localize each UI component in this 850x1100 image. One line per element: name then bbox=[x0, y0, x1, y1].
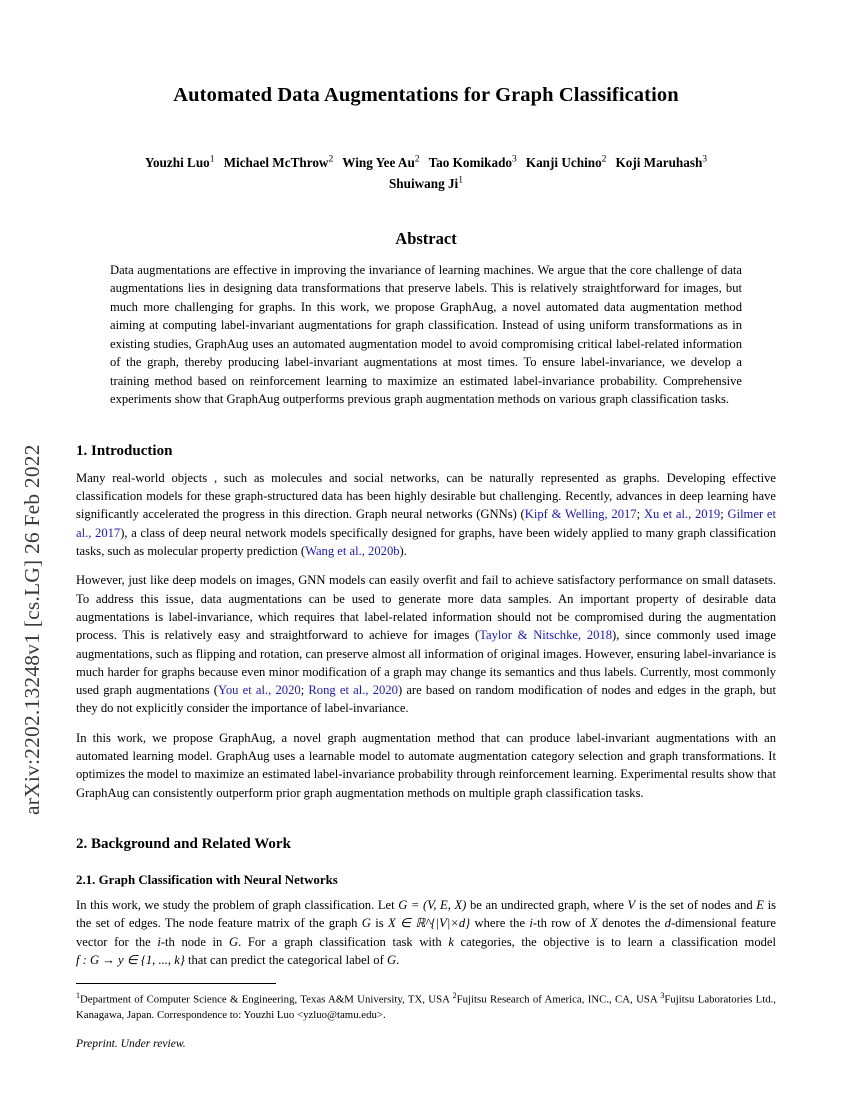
math-inline: G bbox=[386, 952, 397, 967]
math-inline: E bbox=[756, 898, 764, 912]
math-inline: X bbox=[590, 916, 598, 931]
page-title: Automated Data Augmentations for Graph Classification bbox=[173, 84, 679, 106]
author-name: Kanji Uchino bbox=[525, 155, 602, 171]
subsection-heading-graph-classification bbox=[76, 873, 776, 888]
subsection-title: Graph Classification with Neural Networks bbox=[98, 873, 338, 887]
abstract-heading: Abstract bbox=[395, 228, 457, 248]
section-heading-background bbox=[76, 836, 776, 853]
author-entry bbox=[224, 155, 334, 170]
citation-link[interactable]: Taylor & Nitschke, 2018 bbox=[479, 628, 613, 643]
footnote-marker: 2 bbox=[452, 991, 457, 1001]
author-entry bbox=[429, 155, 517, 170]
paper-content bbox=[76, 60, 776, 1050]
subsection-number: 2.1. bbox=[76, 873, 96, 887]
math-inline: G bbox=[228, 934, 239, 949]
section-heading-introduction bbox=[76, 443, 776, 460]
citation-link[interactable]: You et al., 2020 bbox=[218, 683, 301, 698]
section-number: 1. bbox=[76, 442, 88, 459]
author-entry bbox=[615, 155, 707, 170]
author-name: Koji Maruhash bbox=[615, 155, 703, 171]
author-entry bbox=[389, 176, 463, 191]
author-affiliation-marker: 2 bbox=[328, 154, 334, 165]
author-affiliation-marker: 1 bbox=[209, 154, 215, 165]
citation-link[interactable]: Rong et al., 2020 bbox=[308, 683, 398, 698]
math-inline: i bbox=[157, 934, 161, 949]
section-title: Background and Related Work bbox=[91, 836, 291, 852]
section-number: 2. bbox=[76, 836, 88, 852]
paragraph-intro-3: In this work, we propose GraphAug, a novel graph augmentation method that can produce label-invariant augmentations with an automated learning model. GraphAug uses a learnable model to automate augmentation category selection and graph transformations. It optimizes the model to maximize an estimated label-invariance probability through reinforcement learning. Experimental results show that GraphAug can consistently outperform prior graph augmentation methods on multiple graph classification tasks. bbox=[76, 730, 776, 800]
math-inline: f : G → y ∈ {1, ..., k} bbox=[76, 952, 185, 967]
footnote-marker: 3 bbox=[660, 991, 665, 1001]
author-entry bbox=[526, 155, 607, 170]
citation-link[interactable]: Gilmer et al., 2017 bbox=[76, 507, 776, 540]
author-name: Shuiwang Ji bbox=[388, 176, 459, 192]
author-name: Youzhi Luo bbox=[144, 155, 210, 171]
author-name: Michael McThrow bbox=[223, 155, 329, 171]
author-affiliation-marker: 3 bbox=[702, 154, 708, 165]
paragraph-sec21-1: In this work, we study the problem of graph classification. Let G = (V, E, X) be an undirected graph, where V is the set of nodes and E is the set of edges. The node feature matrix of the graph G is X ∈ ℝ^{|V|×d} where the i-th row of X denotes the d-dimensional feature vector for the i-th node in G. For a graph classification task with k categories, the objective is to learn a classification model f : G → y ∈ {1, ..., k} that can predict the categorical label of G. bbox=[76, 898, 777, 967]
math-inline: k bbox=[448, 934, 454, 949]
author-affiliation-marker: 3 bbox=[512, 154, 517, 165]
paragraph-intro-1: Many real-world objects , such as molecules and social networks, can be naturally represented as graphs. Developing effective classification models for these graph-structured data has been highly desirable but challenging. Recently, advances in deep learning have significantly accelerated the progress in this direction. Graph neural networks (GNNs) (Kipf & Welling, 2017; Xu et al., 2019; Gilmer et al., 2017), a class of deep neural network models specifically designed for graphs, have been widely applied to many graph classification tasks, such as molecular property prediction (Wang et al., 2020b). bbox=[76, 470, 776, 558]
author-name: Tao Komikado bbox=[428, 155, 513, 171]
author-list bbox=[76, 153, 776, 195]
citation-link[interactable]: Kipf & Welling, 2017 bbox=[524, 507, 637, 522]
math-inline: G bbox=[361, 916, 371, 931]
footnote-text: Fujitsu Laboratories Ltd., Kanagawa, Japan. Correspondence to: Youzhi Luo <yzluo@tamu.edu>. bbox=[76, 993, 777, 1021]
math-inline: X ∈ ℝ^{|V|×d} bbox=[388, 916, 471, 931]
section-title: Introduction bbox=[91, 442, 173, 459]
author-name: Wing Yee Au bbox=[342, 155, 415, 171]
footnote-text: Department of Computer Science & Engineering, Texas A&M University, TX, USA bbox=[80, 993, 453, 1006]
footnote-text: Fujitsu Research of America, INC., CA, USA bbox=[456, 993, 661, 1006]
author-affiliation-marker: 1 bbox=[458, 174, 464, 186]
footnote-divider bbox=[76, 983, 276, 984]
footnotes bbox=[76, 990, 776, 1022]
math-inline: V bbox=[627, 898, 636, 912]
citation-link[interactable]: Xu et al., 2019 bbox=[643, 507, 721, 522]
math-inline: i bbox=[529, 916, 533, 931]
paragraph-intro-2: However, just like deep models on images, GNN models can easily overfit and fail to achieve satisfactory performance on small datasets. To address this issue, data augmentations can be used to generate more data samples. An important property of desirable data augmentations is label-invariance, which requires that label-related information should not be compromised during the augmentation process. This is relatively easy and straightforward to achieve for images (Taylor & Nitschke, 2018), since commonly used image augmentations, such as flipping and rotation, can preserve almost all information of original images. However, ensuring label-invariance is much harder for graphs because even minor modification of a graph may change its semantics and thus labels. Currently, most commonly used graph augmentations (You et al., 2020; Rong et al., 2020) are based on random modification of nodes and edges in the graph, but they do not explicitly consider the importance of label-invariance. bbox=[76, 573, 776, 716]
author-entry bbox=[145, 155, 215, 170]
arxiv-stamp: arXiv:2202.13248v1 [cs.LG] 26 Feb 2022 bbox=[19, 444, 44, 815]
author-entry bbox=[342, 155, 419, 170]
math-inline: G = (V, E, X) bbox=[398, 898, 467, 912]
math-inline: d bbox=[664, 916, 671, 931]
abstract-text: Data augmentations are effective in improving the invariance of learning machines. We argue that the core challenge of data augmentations lies in designing data transformations that preserve labels. This is relatively straightforward for images, but much more challenging for graphs. In this work, we propose GraphAug, a novel automated data augmentation method aiming at computing label-invariant augmentations for graph classification. Instead of using uniform transformations as in existing studies, GraphAug uses an automated augmentation model to avoid compromising critical label-related information of the graph, thereby producing label-invariant augmentations at most times. To ensure label-invariance, we develop a training method based on reinforcement learning to maximize an estimated label-invariance probability. Comprehensive experiments show that GraphAug outperforms previous graph augmentation methods on various graph classification tasks. bbox=[110, 262, 742, 407]
footnote-marker: 1 bbox=[76, 991, 80, 1001]
citation-link[interactable]: Wang et al., 2020b bbox=[305, 543, 400, 558]
author-affiliation-marker: 2 bbox=[414, 154, 420, 165]
preprint-note: Preprint. Under review. bbox=[76, 1036, 186, 1050]
author-affiliation-marker: 2 bbox=[601, 154, 607, 165]
